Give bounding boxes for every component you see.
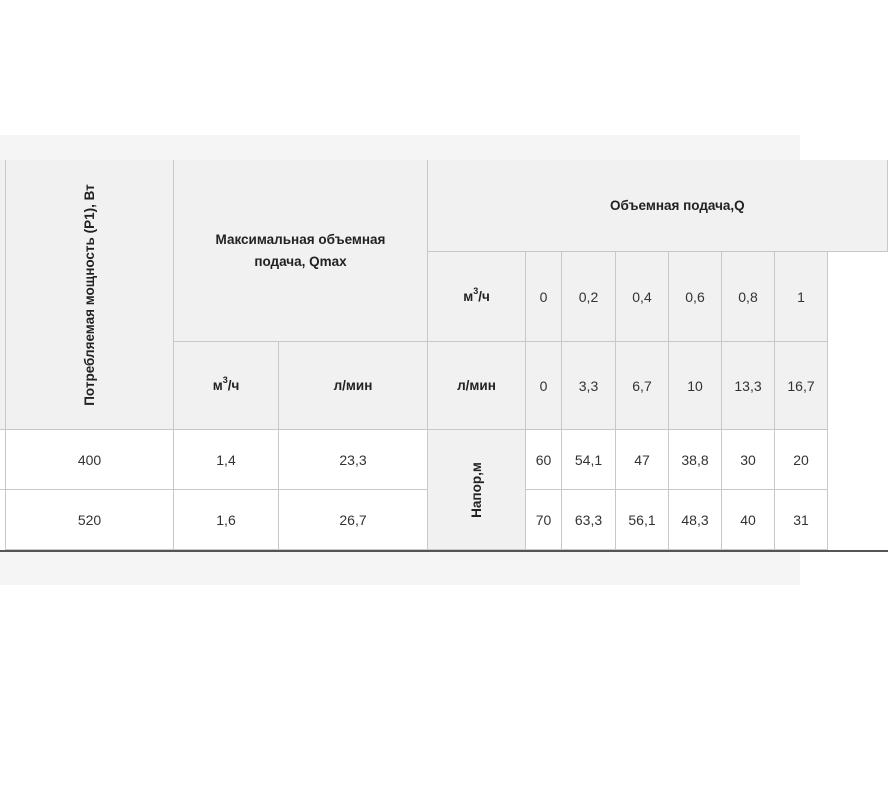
head-value: 38,8 <box>669 430 722 490</box>
head-value: 60 <box>526 430 562 490</box>
qmax-unit-lmin-label: л/мин <box>333 377 373 393</box>
head-value: 20 <box>775 430 828 490</box>
flow-lmin-cell: 3,3 <box>562 342 616 430</box>
qmax-lmin-value: 23,3 <box>279 430 428 490</box>
flow-lmin-cell: 13,3 <box>722 342 775 430</box>
head-value: 56,1 <box>616 490 669 550</box>
qmax-m3h-value: 1,6 <box>174 490 279 550</box>
flow-lmin-cell: 16,7 <box>775 342 828 430</box>
flow-lmin-cell: 10 <box>669 342 722 430</box>
head-value: 63,3 <box>562 490 616 550</box>
power-value: 520 <box>6 490 174 550</box>
table-bottom-rule <box>0 550 888 552</box>
flow-header <box>428 160 888 252</box>
head-label-cell <box>428 430 526 550</box>
qmax-header <box>174 160 428 342</box>
flow-m3h-cell: 0,8 <box>722 252 775 342</box>
power-value: 400 <box>6 430 174 490</box>
flow-m3h-cell: 0,2 <box>562 252 616 342</box>
flow-m3h-cell: 0,6 <box>669 252 722 342</box>
flow-unit-m3h-label: $м^3/ч$ <box>463 286 490 304</box>
flow-unit-m3h <box>428 252 526 342</box>
qmax-unit-lmin <box>279 342 428 430</box>
qmax-unit-m3h <box>174 342 279 430</box>
head-value: 40 <box>722 490 775 550</box>
flow-m3h-cell: 0 <box>526 252 562 342</box>
flow-m3h-cell: 0,4 <box>616 252 669 342</box>
head-value: 48,3 <box>669 490 722 550</box>
head-value: 54,1 <box>562 430 616 490</box>
flow-lmin-cell: 6,7 <box>616 342 669 430</box>
power-header-label: Потребляемая мощность (P1), Вт <box>81 183 97 406</box>
pump-spec-table <box>0 160 888 552</box>
qmax-lmin-value: 26,7 <box>279 490 428 550</box>
head-value: 31 <box>775 490 828 550</box>
head-value: 30 <box>722 430 775 490</box>
flow-lmin-cell: 0 <box>526 342 562 430</box>
head-value: 47 <box>616 430 669 490</box>
flow-header-label: Объемная подача,Q <box>610 197 745 213</box>
power-header <box>6 160 174 430</box>
spec-table-viewport[interactable] <box>0 160 815 552</box>
flow-unit-lmin-label: л/мин <box>457 377 496 393</box>
head-value: 70 <box>526 490 562 550</box>
qmax-header-label: Максимальная объемная подача, Qmax <box>215 231 386 269</box>
flow-m3h-cell: 1 <box>775 252 828 342</box>
flow-unit-lmin <box>428 342 526 430</box>
qmax-unit-m3h-label: $м^3/ч$ <box>212 375 240 393</box>
head-label: Напор,м <box>468 461 484 518</box>
qmax-m3h-value: 1,4 <box>174 430 279 490</box>
